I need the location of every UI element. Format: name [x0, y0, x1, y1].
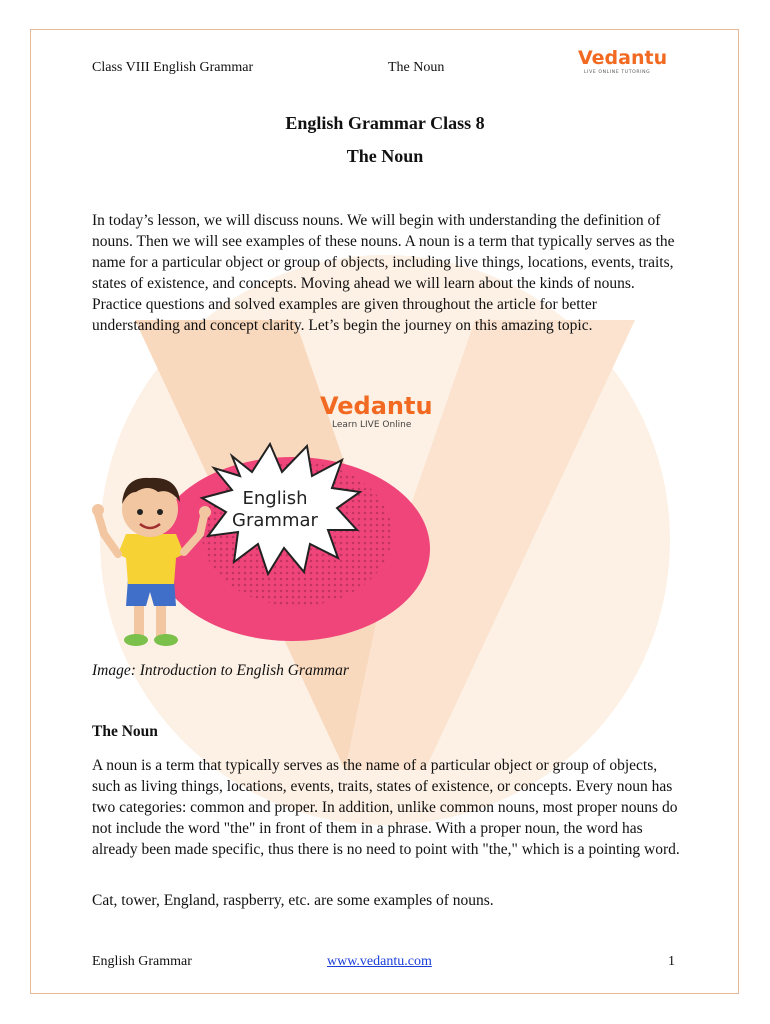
intro-paragraph: In today’s lesson, we will discuss nouns. We will begin with understanding the definition of nouns. Then we will see examples of these nouns. A noun is a term that typically serves as the name for a particular object or group of objects, including live things, locations, events, traits, states of existence, and concepts. Moving ahead we will learn about the kinds of nouns. Practice questions and solved examples are given throughout the article for better understanding and concept clarity. Let’s begin the journey on this amazing topic.: [92, 212, 675, 334]
burst-text-line1: English: [242, 488, 308, 509]
intro-illustration: [92, 384, 433, 654]
examples-paragraph: Cat, tower, England, raspberry, etc. are some examples of nouns.: [92, 892, 494, 909]
page-number: 1: [668, 954, 675, 969]
document-subtitle: The Noun: [346, 146, 424, 166]
logo-wordmark: Vedantu: [578, 47, 668, 69]
burst-text-line2: Grammar: [232, 510, 318, 531]
footer-website-link[interactable]: www.vedantu.com: [327, 954, 432, 969]
section-paragraph: A noun is a term that typically serves as the name of a particular object or group of objects, such as living things, locations, events, traits, states of existence, or concepts. Every noun has two categories: common and proper. In addition, unlike common nouns, most proper nouns do not include the word "the" in front of them in a phrase. With a proper noun, the word has already been made specific, thus there is no need to point with "the," which is a pointing word.: [92, 757, 680, 858]
section-heading: The Noun: [92, 723, 158, 740]
logo-tagline: LIVE ONLINE TUTORING: [584, 70, 651, 75]
figure-logo-wordmark: Vedantu: [320, 392, 433, 420]
header-left-text: Class VIII English Grammar: [92, 60, 254, 75]
document-title: English Grammar Class 8: [285, 113, 485, 133]
header-center-text: The Noun: [388, 60, 445, 75]
footer-left-text: English Grammar: [92, 954, 192, 969]
vedantu-logo: [576, 44, 672, 76]
figure-caption: Image: Introduction to English Grammar: [92, 662, 349, 679]
figure-logo-tagline: Learn LIVE Online: [332, 420, 412, 430]
